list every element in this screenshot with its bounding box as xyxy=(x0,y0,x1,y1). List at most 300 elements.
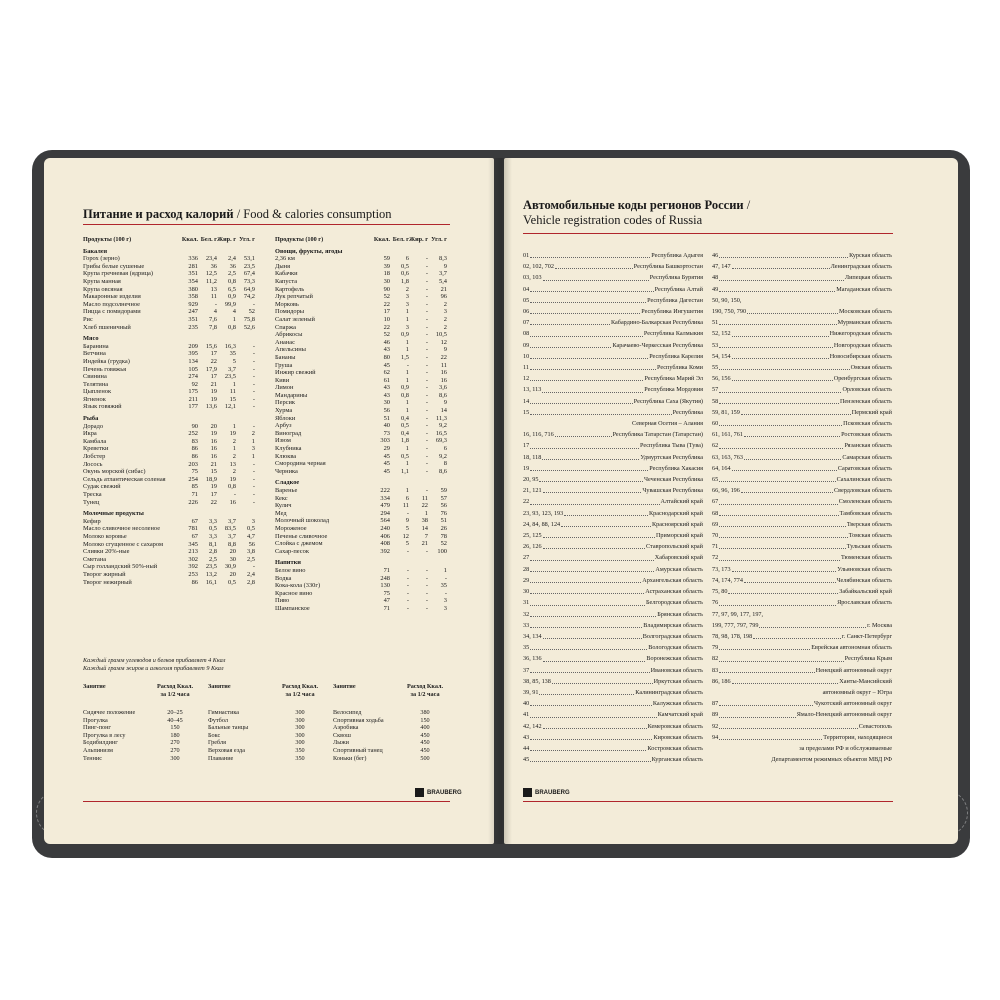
food-name: Красное вино xyxy=(275,589,313,597)
food-value: 4,7 xyxy=(247,532,255,540)
header-cell: Угл. г xyxy=(239,236,255,243)
food-value: 18 xyxy=(383,270,390,278)
dot-leader xyxy=(530,597,645,605)
region-row xyxy=(523,732,703,743)
activity-name: Лыжи xyxy=(333,739,349,747)
region-code: 55 xyxy=(712,364,719,372)
region-code: 70 xyxy=(712,532,719,540)
activity-name: Футбол xyxy=(208,716,228,724)
region-name: Челябинская область xyxy=(836,576,892,584)
food-name: Помидоры xyxy=(275,308,305,316)
activity-table-col1 xyxy=(83,683,195,762)
food-value: - xyxy=(252,498,255,506)
food-value: 71 xyxy=(383,604,390,612)
region-row xyxy=(712,328,892,339)
header-cell: Ккал. xyxy=(373,236,390,243)
food-value: - xyxy=(425,369,428,377)
food-value: 30 xyxy=(229,555,236,563)
food-value: 8 xyxy=(443,460,447,468)
food-value: 36 xyxy=(210,262,217,270)
dot-leader xyxy=(530,328,643,336)
dot-leader xyxy=(719,698,813,706)
region-code: 32 xyxy=(523,610,530,618)
region-name: Кабардино-Балкарская Республика xyxy=(611,319,703,327)
region-name: Республика Татарстан (Татарстан) xyxy=(612,431,703,439)
food-value: 11 xyxy=(229,388,236,396)
food-value: 11,2 xyxy=(206,277,217,285)
region-code: 22 xyxy=(523,498,530,506)
activity-name: Велосипед xyxy=(333,709,362,716)
food-value: 211 xyxy=(188,395,198,403)
food-value: 21 xyxy=(210,380,217,388)
dot-leader xyxy=(530,295,646,303)
region-name: Орловская область xyxy=(842,386,892,394)
dot-leader xyxy=(719,597,836,605)
region-row xyxy=(712,754,892,765)
dot-leader xyxy=(732,564,837,572)
dot-leader xyxy=(543,653,646,661)
food-value: - xyxy=(425,285,428,293)
dot-leader xyxy=(564,508,648,516)
food-value: - xyxy=(425,452,428,460)
region-code: 59, 81, 159 xyxy=(712,408,740,416)
region-row xyxy=(712,665,892,676)
food-value: 52 xyxy=(248,308,255,316)
food-value: 20 xyxy=(229,570,236,578)
food-value: 43 xyxy=(383,384,390,392)
food-name: Кабачки xyxy=(275,270,298,278)
food-row xyxy=(83,476,263,484)
food-name: Крупа гречневая (ядрица) xyxy=(83,270,154,278)
activity-name: Альпинизм xyxy=(83,746,113,754)
region-row xyxy=(712,261,892,272)
food-row xyxy=(275,510,455,518)
region-code: 43 xyxy=(523,733,530,741)
food-row xyxy=(83,286,263,294)
food-value: 0,5 xyxy=(401,422,409,430)
food-value: - xyxy=(252,365,255,373)
activity-row xyxy=(83,717,195,725)
region-code: 86, 186 xyxy=(712,677,731,685)
food-value: - xyxy=(252,357,255,365)
header-cell: Продукты (100 г) xyxy=(275,236,324,243)
food-value: 5 xyxy=(232,357,236,365)
dot-leader xyxy=(719,732,822,740)
food-value: - xyxy=(252,483,255,491)
dot-leader xyxy=(719,665,815,673)
food-value: 1 xyxy=(232,422,236,430)
dot-leader xyxy=(555,429,612,437)
activity-kcal: 450 xyxy=(420,739,430,747)
food-value: - xyxy=(425,300,428,308)
food-value: 105 xyxy=(188,365,198,373)
food-category: Овощи, фрукты, ягоды xyxy=(275,247,343,255)
region-code: 27 xyxy=(523,554,530,562)
food-value: 22 xyxy=(421,502,428,510)
dot-leader xyxy=(744,575,836,583)
food-row xyxy=(275,495,455,503)
dot-leader xyxy=(719,272,844,280)
dot-leader xyxy=(530,754,650,762)
region-row xyxy=(523,496,703,507)
food-value: 51 xyxy=(383,414,390,422)
food-name: Печень говяжья xyxy=(83,365,127,373)
food-value: 73 xyxy=(383,429,390,437)
food-value: 222 xyxy=(380,487,390,494)
dot-leader xyxy=(530,317,610,325)
food-value: - xyxy=(425,361,428,369)
food-value: 35 xyxy=(229,350,236,358)
food-value: - xyxy=(444,589,447,597)
food-row xyxy=(275,286,455,294)
food-value: 64,9 xyxy=(243,285,255,293)
region-name: Томская область xyxy=(848,532,892,540)
dot-leader xyxy=(561,519,651,527)
food-value: 8,8 xyxy=(228,540,236,548)
food-row xyxy=(83,358,263,366)
dot-leader xyxy=(719,362,849,370)
region-name: Камчатский край xyxy=(657,711,703,719)
food-value: 16,1 xyxy=(205,578,217,586)
food-name: Ветчина xyxy=(83,350,106,358)
region-code: 09 xyxy=(523,341,530,349)
food-name: Сыр голландский 50%-ный xyxy=(83,563,158,571)
region-row xyxy=(712,642,892,653)
food-value: 9 xyxy=(443,399,447,407)
food-name: Лосось xyxy=(83,460,103,468)
region-name: Краснодарский край xyxy=(648,509,703,517)
food-value: 73,3 xyxy=(243,277,255,285)
food-value: 59 xyxy=(440,487,447,494)
food-value: 85 xyxy=(191,483,198,491)
dot-leader xyxy=(530,284,653,292)
region-row xyxy=(523,642,703,653)
food-value: 0,5 xyxy=(401,452,409,460)
food-name: Свинина xyxy=(83,373,107,381)
food-value: 90 xyxy=(383,285,390,293)
food-value: 1 xyxy=(232,380,236,388)
region-row xyxy=(523,272,703,283)
activity-name: Пинг-понг xyxy=(83,724,111,732)
food-value: 3 xyxy=(251,517,255,525)
activity-kcal: 450 xyxy=(420,746,430,754)
food-value: 1 xyxy=(251,453,255,461)
food-value: 14 xyxy=(421,524,428,532)
activity-row xyxy=(83,747,195,755)
region-row xyxy=(712,340,892,351)
region-row xyxy=(523,463,703,474)
food-value: 21 xyxy=(421,540,428,548)
food-value: 0,6 xyxy=(401,270,409,278)
food-value: 1,8 xyxy=(401,277,409,285)
dot-leader xyxy=(744,429,840,437)
food-value: 1 xyxy=(251,437,255,445)
food-value: 2 xyxy=(232,453,236,461)
food-name: Творог жирный xyxy=(83,570,126,578)
dot-leader xyxy=(719,519,846,527)
dot-leader xyxy=(719,474,835,482)
food-value: 408 xyxy=(380,540,390,548)
region-name: Северная Осетия – Алания xyxy=(632,420,703,428)
food-row xyxy=(83,438,263,446)
brand-logo-left xyxy=(415,788,462,797)
region-row xyxy=(712,485,892,496)
region-code: 49 xyxy=(712,285,719,293)
food-value: 53,1 xyxy=(243,255,255,263)
food-value: 13,6 xyxy=(205,403,217,411)
region-name: Калужская область xyxy=(652,700,703,708)
region-name: Курганская область xyxy=(651,756,703,764)
food-name: Капуста xyxy=(275,277,298,285)
region-name: Ростовская область xyxy=(841,431,892,439)
food-value: 45 xyxy=(383,452,390,460)
food-value: 15,6 xyxy=(205,342,217,350)
food-value: - xyxy=(252,373,255,381)
dot-leader xyxy=(530,665,649,673)
region-name: Республика Марий Эл xyxy=(644,375,703,383)
region-code: 36, 136 xyxy=(523,655,542,663)
region-row xyxy=(523,541,703,552)
activity-row xyxy=(333,747,445,755)
food-value: 9 xyxy=(405,517,409,525)
food-value: 2,4 xyxy=(228,255,236,263)
food-value: 18,9 xyxy=(205,475,217,483)
calorie-notes xyxy=(83,657,443,673)
region-code: 68 xyxy=(712,509,719,517)
region-name: Еврейская автономная область xyxy=(811,644,892,652)
food-value: 9,2 xyxy=(439,452,447,460)
food-value: 6 xyxy=(405,494,409,502)
region-row xyxy=(523,631,703,642)
activity-name: Коньки (бег) xyxy=(333,754,367,762)
region-code: 13, 113 xyxy=(523,386,542,394)
food-row xyxy=(83,270,263,278)
food-value: 8,6 xyxy=(439,391,447,399)
activity-name: Плавание xyxy=(208,754,234,762)
food-value: - xyxy=(425,604,428,612)
food-value: 43 xyxy=(383,346,390,354)
food-value: 2 xyxy=(443,323,447,331)
region-name: Ульяновская область xyxy=(837,565,892,573)
region-code: 67 xyxy=(712,498,719,506)
region-row xyxy=(523,396,703,407)
dot-leader xyxy=(741,407,851,415)
food-row xyxy=(83,525,263,533)
region-row xyxy=(523,564,703,575)
dot-leader xyxy=(732,328,829,336)
food-value: 19 xyxy=(210,395,217,403)
food-value: 1 xyxy=(405,399,409,407)
food-value: 19 xyxy=(210,388,217,396)
region-row xyxy=(523,407,703,418)
food-name: Лук репчатый xyxy=(275,293,313,301)
food-value: 226 xyxy=(188,498,198,506)
food-value: 2 xyxy=(443,300,447,308)
food-value: 303 xyxy=(380,437,390,445)
region-row xyxy=(712,676,892,687)
region-row xyxy=(712,250,892,261)
region-row xyxy=(523,698,703,709)
region-name: Республика Коми xyxy=(657,364,703,372)
food-value: 16,5 xyxy=(435,429,447,437)
region-code: 64, 164 xyxy=(712,464,731,472)
food-value: 16 xyxy=(440,369,447,377)
food-value: 56 xyxy=(440,502,447,510)
region-name: Кемеровская область xyxy=(647,722,703,730)
food-name: Творог нежирный xyxy=(83,578,132,586)
food-name: Икра xyxy=(83,430,97,438)
food-name: Морковь xyxy=(275,300,299,308)
activity-header-value: Расход Ккал. за 1/2 часа xyxy=(156,683,194,698)
header-cell: Бел. г xyxy=(200,236,217,243)
food-value: 247 xyxy=(188,308,198,316)
region-name: Кировская область xyxy=(653,733,703,741)
region-code: 66, 96, 196 xyxy=(712,487,740,495)
food-row xyxy=(83,499,263,507)
food-value: 1 xyxy=(232,315,236,323)
dot-leader xyxy=(543,541,645,549)
activity-header-name: Занятие xyxy=(333,683,356,690)
food-row xyxy=(83,579,263,587)
food-value: - xyxy=(425,547,428,555)
food-table-header xyxy=(83,236,263,244)
food-value: 3 xyxy=(443,597,447,605)
region-name: Чувашская Республика xyxy=(642,487,703,495)
food-row xyxy=(275,392,455,400)
food-value: 19 xyxy=(229,430,236,438)
dot-leader xyxy=(530,698,652,706)
food-row xyxy=(275,293,455,301)
activity-kcal: 40–45 xyxy=(167,716,183,724)
food-value: 45 xyxy=(383,361,390,369)
food-value: - xyxy=(425,331,428,339)
dot-leader xyxy=(542,384,643,392)
food-value: 45 xyxy=(383,460,390,468)
region-name: Ненецкий автономный округ xyxy=(815,666,892,674)
food-value: - xyxy=(425,445,428,453)
region-code: 41 xyxy=(523,711,530,719)
food-row xyxy=(83,403,263,411)
activity-name: Гребля xyxy=(208,739,226,747)
food-value: 14 xyxy=(440,407,447,415)
dot-leader xyxy=(555,261,633,269)
activity-kcal: 300 xyxy=(295,739,305,747)
activity-row xyxy=(208,739,320,747)
dot-leader xyxy=(732,373,833,381)
food-row xyxy=(83,491,263,499)
food-value: - xyxy=(425,391,428,399)
food-name: Сливки 20%-ные xyxy=(83,548,130,556)
region-name: Республика Хакасия xyxy=(649,464,703,472)
food-value: 1 xyxy=(405,308,409,316)
food-name: Шампанское xyxy=(275,604,310,612)
food-name: Смородина черная xyxy=(275,460,326,468)
food-name: Масло подсолнечное xyxy=(83,300,140,308)
food-value: 0,8 xyxy=(228,323,236,331)
food-row xyxy=(83,548,263,556)
food-row xyxy=(83,278,263,286)
region-name: Ярославская область xyxy=(837,599,892,607)
region-row xyxy=(712,552,892,563)
food-value: 354 xyxy=(188,277,198,285)
region-code: 46 xyxy=(712,252,719,259)
region-code: 29 xyxy=(523,576,530,584)
region-row xyxy=(712,317,892,328)
food-table-header xyxy=(275,236,455,244)
food-value: - xyxy=(214,300,217,308)
activity-header-name: Занятие xyxy=(83,683,106,690)
food-table-col1 xyxy=(83,236,263,586)
region-row xyxy=(712,407,892,418)
region-code: 23, 93, 123, 193 xyxy=(523,509,564,517)
food-value: 20 xyxy=(229,548,236,556)
food-value: 7,6 xyxy=(209,315,217,323)
activity-kcal: 380 xyxy=(420,709,430,716)
food-value: 345 xyxy=(188,540,198,548)
food-value: - xyxy=(252,388,255,396)
food-row xyxy=(275,567,455,575)
note-line: Каждый грамм жиров и алкоголя прибавляет 9 Ккал xyxy=(83,665,224,672)
food-value: 10 xyxy=(383,315,390,323)
region-row xyxy=(523,452,703,463)
food-row xyxy=(275,575,455,583)
food-name: Апельсины xyxy=(275,346,306,354)
food-value: - xyxy=(425,323,428,331)
activity-kcal: 20–25 xyxy=(167,709,183,716)
activity-name: Гимнастика xyxy=(208,709,240,716)
activity-kcal: 270 xyxy=(170,746,180,754)
food-value: 15 xyxy=(210,468,217,476)
region-name: Республика Карелия xyxy=(649,352,703,360)
food-value: - xyxy=(252,350,255,358)
food-row xyxy=(275,517,455,525)
food-row xyxy=(83,423,263,431)
region-name: Самарская область xyxy=(842,453,892,461)
food-value: 20 xyxy=(210,422,217,430)
food-value: 71 xyxy=(383,566,390,574)
food-row xyxy=(275,445,455,453)
food-name: Дорадо xyxy=(83,422,104,430)
region-code: 39, 91 xyxy=(523,688,539,696)
food-value: 19 xyxy=(210,430,217,438)
region-code: 79 xyxy=(712,644,719,652)
food-name: Абрикосы xyxy=(275,331,303,339)
region-row xyxy=(712,620,892,631)
region-name: Вологодская область xyxy=(648,644,703,652)
food-value: 203 xyxy=(188,460,198,468)
region-name: Республика Крым xyxy=(844,655,892,663)
food-name: Ананас xyxy=(275,338,295,346)
food-value: 16 xyxy=(210,445,217,453)
food-value: 2,8 xyxy=(247,578,255,586)
region-row xyxy=(523,676,703,687)
region-name: Территории, находящиеся xyxy=(823,733,892,741)
region-name: Курская область xyxy=(849,252,892,259)
food-name: Молоко коровье xyxy=(83,532,127,540)
region-code: 61, 161, 761 xyxy=(712,431,743,439)
region-row xyxy=(523,709,703,720)
food-category: Мясо xyxy=(83,335,99,343)
region-name: Республика Бурятия xyxy=(649,274,703,282)
food-value: 781 xyxy=(188,525,198,533)
food-value: 22 xyxy=(210,498,217,506)
region-name: Приморский край xyxy=(655,532,703,540)
food-name: 2,36 км xyxy=(275,255,295,263)
region-row xyxy=(523,328,703,339)
food-value: 1 xyxy=(405,376,409,384)
region-code: 94 xyxy=(712,733,719,741)
dot-leader xyxy=(530,609,656,617)
